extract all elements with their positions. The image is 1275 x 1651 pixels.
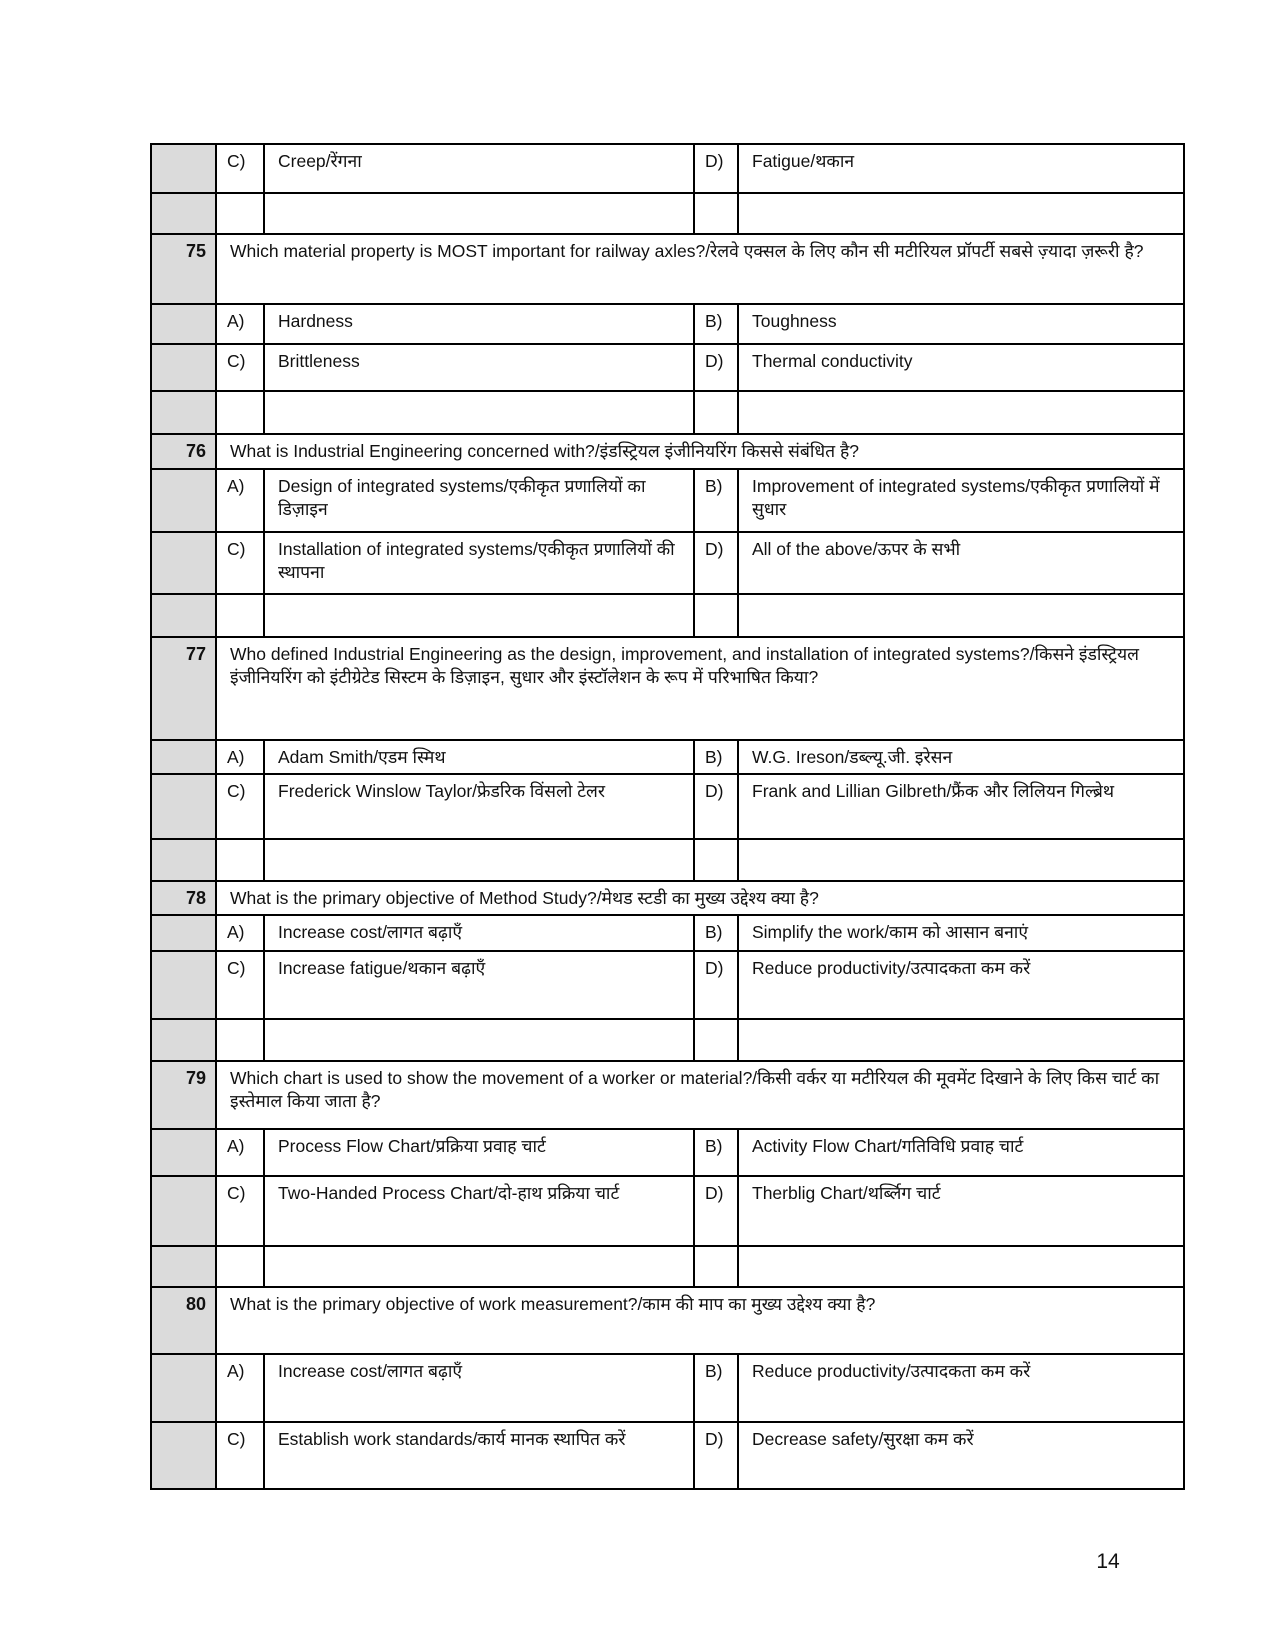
empty-cell bbox=[694, 1246, 738, 1287]
empty-cell bbox=[694, 391, 738, 434]
row-number-cell bbox=[151, 839, 216, 881]
spacer-row bbox=[151, 839, 1184, 881]
row-number-cell bbox=[151, 193, 216, 234]
option-text: Hardness bbox=[264, 304, 694, 344]
empty-cell bbox=[694, 1019, 738, 1061]
row-number-cell bbox=[151, 344, 216, 391]
option-text: Design of integrated systems/एकीकृत प्रणालियों का डिज़ाइन bbox=[264, 469, 694, 532]
row-number-cell bbox=[151, 915, 216, 951]
question-text: Which material property is MOST important for railway axles?/रेलवे एक्सल के लिए कौन सी मटीरियल प्रॉपर्टी सबसे ज़्यादा ज़रूरी है? bbox=[216, 234, 1184, 304]
option-text: Simplify the work/काम को आसान बनाएं bbox=[738, 915, 1184, 951]
row-number-cell bbox=[151, 144, 216, 193]
options-row bbox=[151, 915, 1184, 951]
option-text: Increase cost/लागत बढ़ाएँ bbox=[264, 1354, 694, 1422]
option-letter: B) bbox=[694, 1354, 738, 1422]
option-text: Therblig Chart/थर्ब्लिग चार्ट bbox=[738, 1176, 1184, 1246]
option-letter: A) bbox=[216, 915, 264, 951]
options-row bbox=[151, 469, 1184, 532]
option-letter: D) bbox=[694, 532, 738, 594]
option-letter: C) bbox=[216, 344, 264, 391]
option-text: Creep/रेंगना bbox=[264, 144, 694, 193]
question-row bbox=[151, 637, 1184, 740]
question-text: Who defined Industrial Engineering as the design, improvement, and installation of integrated systems?/किसने इंडस्ट्रियल इंजीनियरिंग को इंटीग्रेटेड सिस्टम के डिज़ाइन, सुधार और इंस्टॉलेशन के रूप में परिभाषित किया? bbox=[216, 637, 1184, 740]
empty-cell bbox=[264, 391, 694, 434]
option-letter: B) bbox=[694, 740, 738, 774]
question-number: 75 bbox=[151, 234, 216, 304]
option-letter: C) bbox=[216, 1422, 264, 1489]
option-text: Increase fatigue/थकान बढ़ाएँ bbox=[264, 951, 694, 1019]
option-letter: C) bbox=[216, 532, 264, 594]
empty-cell bbox=[738, 1019, 1184, 1061]
question-number: 76 bbox=[151, 434, 216, 469]
spacer-row bbox=[151, 1019, 1184, 1061]
option-letter: D) bbox=[694, 1176, 738, 1246]
empty-cell bbox=[264, 839, 694, 881]
empty-cell bbox=[694, 839, 738, 881]
option-text: Frank and Lillian Gilbreth/फ्रैंक और लिलियन गिल्ब्रेथ bbox=[738, 774, 1184, 839]
row-number-cell bbox=[151, 1129, 216, 1176]
options-row bbox=[151, 1129, 1184, 1176]
option-text: W.G. Ireson/डब्ल्यू.जी. इरेसन bbox=[738, 740, 1184, 774]
question-text: Which chart is used to show the movement of a worker or material?/किसी वर्कर या मटीरियल की मूवमेंट दिखाने के लिए किस चार्ट का इस्तेमाल किया जाता है? bbox=[216, 1061, 1184, 1129]
option-letter: C) bbox=[216, 1176, 264, 1246]
empty-cell bbox=[738, 193, 1184, 234]
row-number-cell bbox=[151, 594, 216, 637]
option-text: Process Flow Chart/प्रक्रिया प्रवाह चार्ट bbox=[264, 1129, 694, 1176]
option-text: Brittleness bbox=[264, 344, 694, 391]
option-letter: D) bbox=[694, 1422, 738, 1489]
option-text: Increase cost/लागत बढ़ाएँ bbox=[264, 915, 694, 951]
options-row bbox=[151, 532, 1184, 594]
option-text: Toughness bbox=[738, 304, 1184, 344]
option-letter: D) bbox=[694, 774, 738, 839]
option-letter: C) bbox=[216, 951, 264, 1019]
empty-cell bbox=[738, 391, 1184, 434]
question-text: What is Industrial Engineering concerned with?/इंडस्ट्रियल इंजीनियरिंग किससे संबंधित है? bbox=[216, 434, 1184, 469]
option-letter: C) bbox=[216, 774, 264, 839]
option-text: Two-Handed Process Chart/दो-हाथ प्रक्रिया चार्ट bbox=[264, 1176, 694, 1246]
empty-cell bbox=[264, 1246, 694, 1287]
option-letter: D) bbox=[694, 144, 738, 193]
options-row bbox=[151, 144, 1184, 193]
option-text: Reduce productivity/उत्पादकता कम करें bbox=[738, 951, 1184, 1019]
option-letter: C) bbox=[216, 144, 264, 193]
options-row bbox=[151, 740, 1184, 774]
options-row bbox=[151, 304, 1184, 344]
question-text: What is the primary objective of work measurement?/काम की माप का मुख्य उद्देश्य क्या है? bbox=[216, 1287, 1184, 1354]
question-number: 78 bbox=[151, 881, 216, 915]
empty-cell bbox=[264, 594, 694, 637]
option-text: Activity Flow Chart/गतिविधि प्रवाह चार्ट bbox=[738, 1129, 1184, 1176]
row-number-cell bbox=[151, 1246, 216, 1287]
spacer-row bbox=[151, 594, 1184, 637]
page-number: 14 bbox=[1096, 1550, 1120, 1573]
row-number-cell bbox=[151, 774, 216, 839]
option-text: All of the above/ऊपर के सभी bbox=[738, 532, 1184, 594]
row-number-cell bbox=[151, 1176, 216, 1246]
empty-cell bbox=[264, 1019, 694, 1061]
empty-cell bbox=[738, 1246, 1184, 1287]
option-letter: D) bbox=[694, 951, 738, 1019]
option-text: Frederick Winslow Taylor/फ्रेडरिक विंसलो टेलर bbox=[264, 774, 694, 839]
row-number-cell bbox=[151, 1354, 216, 1422]
row-number-cell bbox=[151, 951, 216, 1019]
option-text: Decrease safety/सुरक्षा कम करें bbox=[738, 1422, 1184, 1489]
question-row bbox=[151, 881, 1184, 915]
option-letter: B) bbox=[694, 469, 738, 532]
option-text: Installation of integrated systems/एकीकृत प्रणालियों की स्थापना bbox=[264, 532, 694, 594]
option-letter: A) bbox=[216, 1354, 264, 1422]
empty-cell bbox=[216, 1019, 264, 1061]
spacer-row bbox=[151, 193, 1184, 234]
empty-cell bbox=[216, 839, 264, 881]
row-number-cell bbox=[151, 469, 216, 532]
empty-cell bbox=[216, 193, 264, 234]
option-text: Adam Smith/एडम स्मिथ bbox=[264, 740, 694, 774]
options-row bbox=[151, 774, 1184, 839]
option-letter: B) bbox=[694, 304, 738, 344]
row-number-cell bbox=[151, 304, 216, 344]
empty-cell bbox=[264, 193, 694, 234]
option-text: Thermal conductivity bbox=[738, 344, 1184, 391]
question-text: What is the primary objective of Method Study?/मेथड स्टडी का मुख्य उद्देश्य क्या है? bbox=[216, 881, 1184, 915]
options-row bbox=[151, 951, 1184, 1019]
row-number-cell bbox=[151, 391, 216, 434]
option-letter: A) bbox=[216, 1129, 264, 1176]
option-letter: D) bbox=[694, 344, 738, 391]
question-number: 80 bbox=[151, 1287, 216, 1354]
options-row bbox=[151, 344, 1184, 391]
question-row bbox=[151, 1287, 1184, 1354]
options-row bbox=[151, 1176, 1184, 1246]
option-letter: A) bbox=[216, 304, 264, 344]
option-text: Reduce productivity/उत्पादकता कम करें bbox=[738, 1354, 1184, 1422]
question-table bbox=[150, 143, 1185, 1490]
spacer-row bbox=[151, 391, 1184, 434]
option-letter: B) bbox=[694, 1129, 738, 1176]
option-letter: A) bbox=[216, 740, 264, 774]
question-number: 77 bbox=[151, 637, 216, 740]
empty-cell bbox=[694, 594, 738, 637]
empty-cell bbox=[216, 594, 264, 637]
option-text: Fatigue/थकान bbox=[738, 144, 1184, 193]
options-row bbox=[151, 1354, 1184, 1422]
question-number: 79 bbox=[151, 1061, 216, 1129]
empty-cell bbox=[738, 839, 1184, 881]
empty-cell bbox=[216, 391, 264, 434]
question-row bbox=[151, 234, 1184, 304]
question-row bbox=[151, 434, 1184, 469]
question-row bbox=[151, 1061, 1184, 1129]
row-number-cell bbox=[151, 1019, 216, 1061]
empty-cell bbox=[216, 1246, 264, 1287]
row-number-cell bbox=[151, 1422, 216, 1489]
empty-cell bbox=[738, 594, 1184, 637]
option-letter: B) bbox=[694, 915, 738, 951]
option-letter: A) bbox=[216, 469, 264, 532]
spacer-row bbox=[151, 1246, 1184, 1287]
row-number-cell bbox=[151, 532, 216, 594]
option-text: Improvement of integrated systems/एकीकृत प्रणालियों में सुधार bbox=[738, 469, 1184, 532]
row-number-cell bbox=[151, 740, 216, 774]
empty-cell bbox=[694, 193, 738, 234]
option-text: Establish work standards/कार्य मानक स्थापित करें bbox=[264, 1422, 694, 1489]
options-row bbox=[151, 1422, 1184, 1489]
